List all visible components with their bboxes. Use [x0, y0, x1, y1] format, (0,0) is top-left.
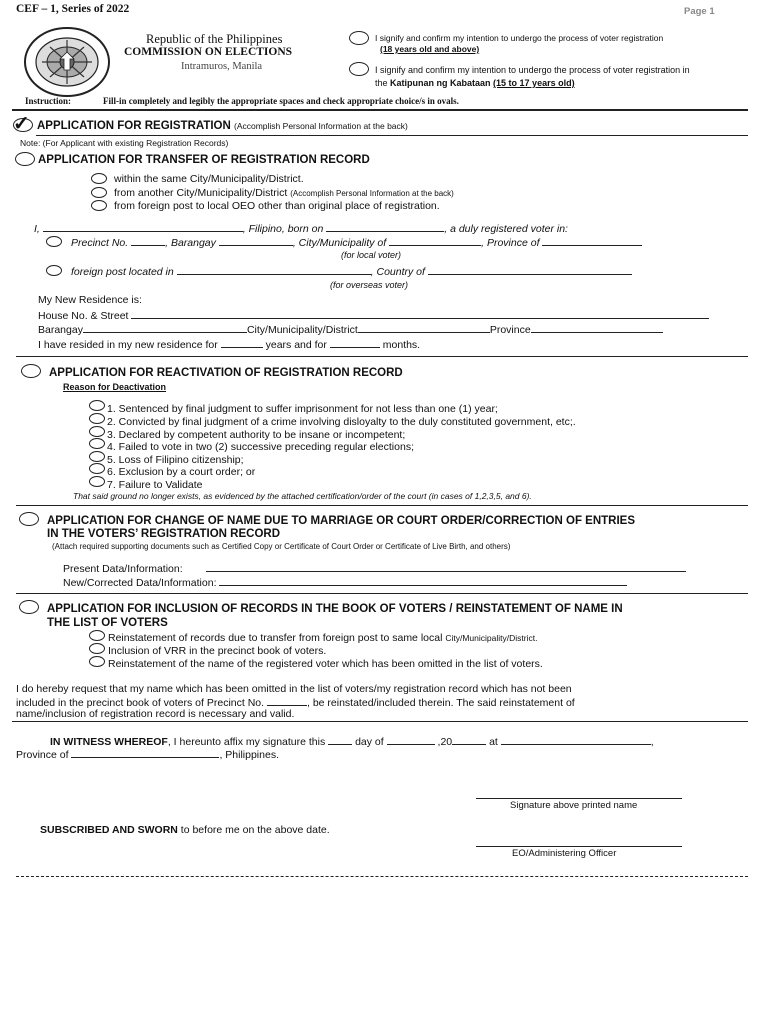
inclusion-option-label: Reinstatement of the name of the registered voter which has been omitted in the list of voters. — [108, 658, 543, 670]
witness-year-field[interactable] — [452, 735, 486, 745]
years-field[interactable] — [221, 338, 263, 348]
reason-oval[interactable] — [89, 426, 105, 437]
inclusion-title: APPLICATION FOR INCLUSION OF RECORDS IN THE BOOK OF VOTERS / REINSTATEMENT OF NAME IN — [47, 603, 623, 615]
cut-line — [16, 876, 748, 877]
transfer-option-oval[interactable] — [91, 187, 107, 198]
change-name-divider — [16, 593, 748, 594]
intent-18-text: I signify and confirm my intention to undergo the process of voter registration — [375, 33, 664, 43]
registration-title: APPLICATION FOR REGISTRATION (Accomplish Personal Information at the back) — [37, 120, 408, 132]
instruction-label: Instruction: — [25, 96, 72, 106]
intent-kk-text: I signify and confirm my intention to undergo the process of voter registration in — [375, 65, 690, 75]
city-field[interactable] — [389, 236, 481, 246]
months-field[interactable] — [330, 338, 380, 348]
name-field[interactable] — [43, 222, 243, 232]
transfer-option-label: from foreign post to local OEO other than original place of registration. — [114, 200, 440, 212]
reason-text: 1. Sentenced by final judgment to suffer imprisonment for not less than one (1) year; — [107, 403, 498, 415]
transfer-option-oval[interactable] — [91, 200, 107, 211]
change-name-title-2: IN THE VOTERS’ REGISTRATION RECORD — [47, 528, 280, 540]
reactivation-oval[interactable] — [21, 364, 41, 378]
inclusion-option-label: Inclusion of VRR in the precinct book of voters. — [108, 645, 327, 657]
inclusion-option-oval[interactable] — [89, 656, 105, 667]
reason-text: 4. Failed to vote in two (2) successive preceding regular elections; — [107, 441, 414, 453]
reason-label: Reason for Deactivation — [63, 382, 167, 392]
transfer-note: Note: (For Applicant with existing Registration Records) — [20, 138, 229, 148]
request-line-2: included in the precinct book of voters of Precinct No. , be reinstated/included therein. The said reinstatement of — [16, 697, 575, 709]
reason-text: 7. Failure to Validate — [107, 479, 203, 491]
location-text: Intramuros, Manila — [181, 61, 263, 72]
house-street-field[interactable] — [131, 309, 709, 319]
header-divider — [12, 109, 748, 111]
house-street-line: House No. & Street — [38, 309, 709, 322]
page-number: Page 1 — [684, 6, 715, 17]
new-residence-label: My New Residence is: — [38, 294, 142, 306]
foreign-post-line: foreign post located in , Country of — [71, 265, 632, 278]
officer-signature-line[interactable] — [476, 846, 682, 847]
request-precinct-field[interactable] — [267, 696, 307, 706]
intent-kk-oval[interactable] — [349, 62, 369, 76]
foreign-post-oval[interactable] — [46, 265, 62, 276]
inclusion-option-oval[interactable] — [89, 630, 105, 641]
reason-oval[interactable] — [89, 463, 105, 474]
inclusion-oval[interactable] — [19, 600, 39, 614]
reason-text: 3. Declared by competent authority to be insane or incompetent; — [107, 429, 406, 441]
precinct-oval[interactable] — [46, 236, 62, 247]
republic-title: Republic of the Philippines — [146, 32, 283, 46]
inclusion-option-label: Reinstatement of records due to transfer from foreign post to same local City/Municipality/District. — [108, 632, 538, 644]
intent-kk-line2: the Katipunan ng Kabataan (15 to 17 years old) — [375, 78, 575, 88]
witness-province-field[interactable] — [71, 748, 219, 758]
reason-oval[interactable] — [89, 400, 105, 411]
signature-line[interactable] — [476, 798, 682, 799]
transfer-option-oval[interactable] — [91, 173, 107, 184]
reactivation-title: APPLICATION FOR REACTIVATION OF REGISTRATION RECORD — [49, 367, 403, 379]
form-id: CEF – 1, Series of 2022 — [16, 3, 130, 15]
transfer-option-label: within the same City/Municipality/District. — [114, 173, 304, 185]
intent-18-oval[interactable] — [349, 31, 369, 45]
witness-province-line: Province of , Philippines. — [16, 749, 279, 761]
reactivation-footnote: That said ground no longer exists, as evidenced by the attached certification/order of the court (in cases of 1,2,3,5, and 6). — [73, 491, 532, 501]
province-field[interactable] — [542, 236, 642, 246]
reason-oval[interactable] — [89, 476, 105, 487]
witness-line: IN WITNESS WHEREOF, I hereunto affix my signature this day of ,20 at , — [50, 736, 654, 748]
inclusion-divider — [12, 721, 748, 722]
witness-month-field[interactable] — [387, 735, 435, 745]
reason-oval[interactable] — [89, 413, 105, 424]
precinct-line: Precinct No. , Barangay , City/Municipality of , Province of — [71, 236, 642, 249]
comelec-seal-icon — [22, 26, 112, 98]
change-name-note: (Attach required supporting documents such as Certified Copy or Certificate of Court Order or Certificate of Live Birth, and others) — [52, 542, 511, 551]
barangay-field[interactable] — [219, 236, 293, 246]
request-line-3: name/inclusion of registration record is necessary and valid. — [16, 708, 295, 720]
voter-declaration: I, , Filipino, born on , a duly registered voter in: — [34, 223, 568, 235]
for-local-label: (for local voter) — [341, 250, 402, 260]
reason-text: 2. Convicted by final judgment of a crime involving disloyalty to the duly constituted government, etc;. — [107, 416, 576, 428]
transfer-option-label: from another City/Municipality/District (Accomplish Personal Information at the back) — [114, 187, 454, 199]
reason-text: 6. Exclusion by a court order; or — [107, 466, 256, 478]
change-name-oval[interactable] — [19, 512, 39, 526]
witness-place-field[interactable] — [501, 735, 651, 745]
sworn-line: SUBSCRIBED AND SWORN to before me on the above date. — [40, 824, 330, 836]
instruction-text: Fill-in completely and legibly the appropriate spaces and check appropriate choice/s in ovals. — [103, 96, 459, 106]
foreign-post-field[interactable] — [177, 265, 371, 275]
residency-line: I have resided in my new residence for years and for months. — [38, 339, 421, 351]
new-city-field[interactable] — [358, 323, 490, 333]
country-field[interactable] — [428, 265, 632, 275]
commission-title: COMMISSION ON ELECTIONS — [124, 46, 293, 58]
reason-text: 5. Loss of Filipino citizenship; — [107, 454, 244, 466]
reason-oval[interactable] — [89, 451, 105, 462]
transfer-title: APPLICATION FOR TRANSFER OF REGISTRATION RECORD — [38, 154, 370, 166]
officer-label: EO/Administering Officer — [512, 848, 617, 859]
birthdate-field[interactable] — [326, 222, 444, 232]
signature-label: Signature above printed name — [510, 800, 638, 811]
change-name-title: APPLICATION FOR CHANGE OF NAME DUE TO MARRIAGE OR COURT ORDER/CORRECTION OF ENTRIES — [47, 515, 635, 527]
residence-address-line: Barangay City/Municipality/District Province — [38, 323, 663, 336]
present-data-field[interactable] — [206, 562, 686, 572]
new-data-line: New/Corrected Data/Information: — [63, 576, 627, 589]
present-data-line: Present Data/Information: — [63, 562, 686, 575]
check-icon: ✓ — [13, 113, 30, 135]
transfer-oval[interactable] — [15, 152, 35, 166]
new-data-field[interactable] — [219, 576, 627, 586]
inclusion-title-2: THE LIST OF VOTERS — [47, 617, 168, 629]
transfer-divider — [16, 356, 748, 357]
inclusion-option-oval[interactable] — [89, 643, 105, 654]
reactivation-divider — [16, 505, 748, 506]
precinct-field[interactable] — [131, 236, 165, 246]
new-province-field[interactable] — [531, 323, 663, 333]
request-line-1: I do hereby request that my name which has been omitted in the list of voters/my registration record which has not been — [16, 683, 572, 695]
witness-day-field[interactable] — [328, 735, 352, 745]
new-barangay-field[interactable] — [83, 323, 247, 333]
intent-18-age: (18 years old and above) — [380, 44, 480, 54]
registration-divider — [36, 135, 748, 136]
reason-oval[interactable] — [89, 438, 105, 449]
for-overseas-label: (for overseas voter) — [330, 280, 409, 290]
